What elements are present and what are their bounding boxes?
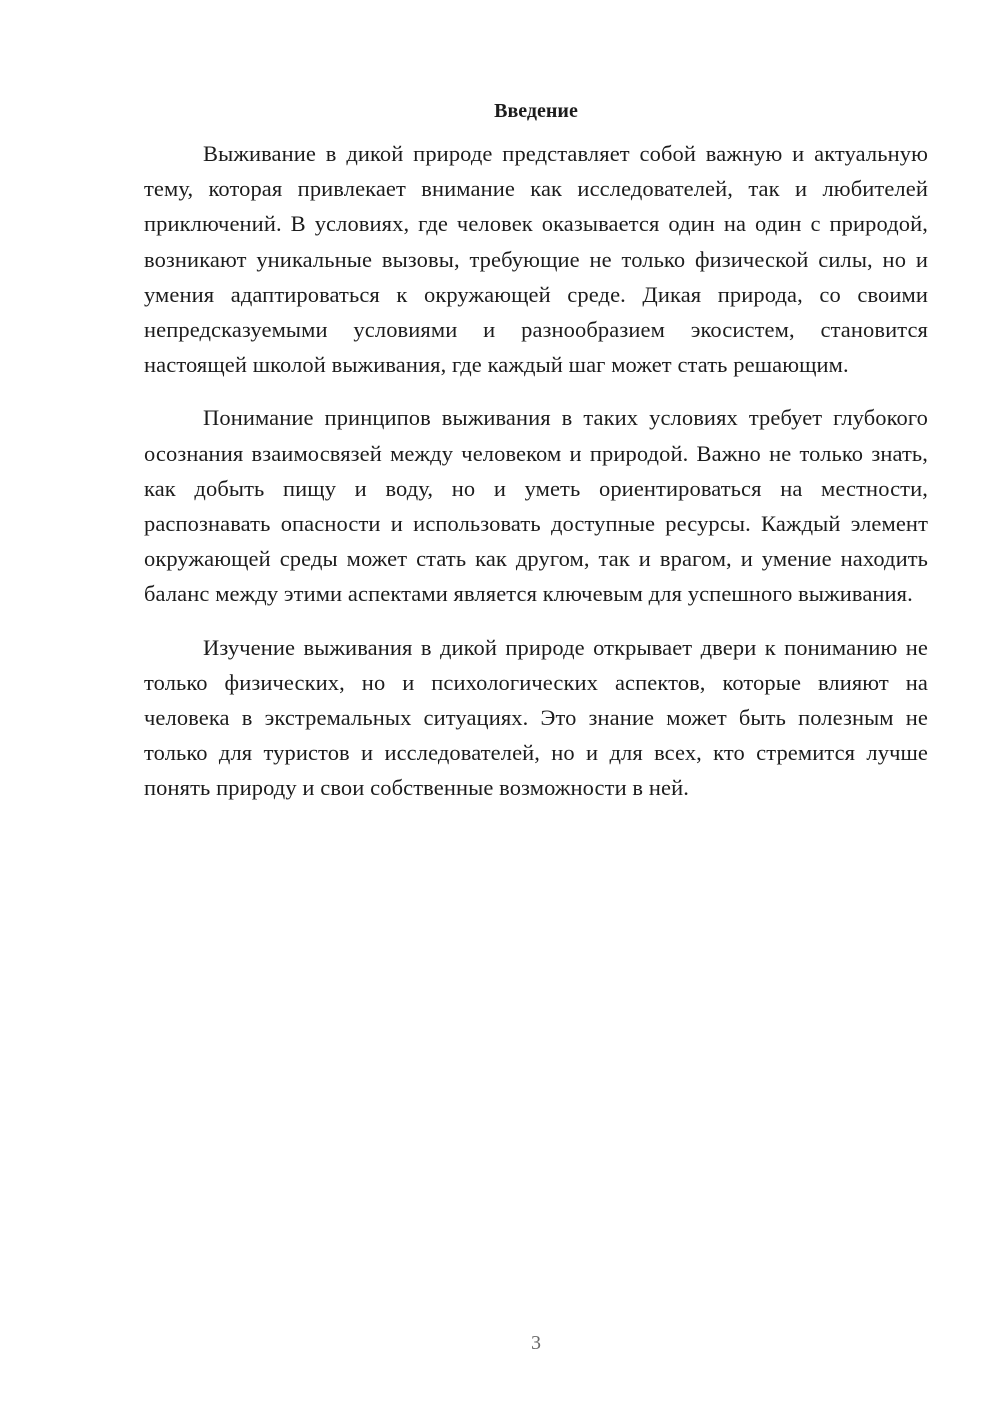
page-body [144, 96, 928, 824]
paragraph-1: Выживание в дикой природе представляет собой важную и актуальную тему, которая привлекает внимание как исследователей, так и любителей приключений. В условиях, где человек оказывается один на один с природой, возникают уникальные вызовы, требующие не только физической силы, но и умения адаптироваться к окружающей среде. Дикая природа, со своими непредсказуемыми условиями и разнообразием экосистем, становится настоящей школой выживания, где каждый шаг может стать решающим. [144, 141, 928, 378]
section-heading: Введение [494, 100, 578, 122]
paragraph-3: Изучение выживания в дикой природе открывает двери к пониманию не только физических, но и психологических аспектов, которые влияют на человека в экстремальных ситуациях. Это знание может быть полезным не только для туристов и исследователей, но и для всех, кто стремится лучше понять природу и свои собственные возможности в ней. [144, 634, 928, 801]
page-number: 3 [531, 1332, 541, 1354]
paragraph-2: Понимание принципов выживания в таких условиях требует глубокого осознания взаимосвязей между человеком и природой. Важно не только знать, как добыть пищу и воду, но и уметь ориентироваться на местности, распознавать опасности и использовать доступные ресурсы. Каждый элемент окружающей среды может стать как другом, так и врагом, и умение находить баланс между этими аспектами является ключевым для успешного выживания. [144, 405, 928, 607]
